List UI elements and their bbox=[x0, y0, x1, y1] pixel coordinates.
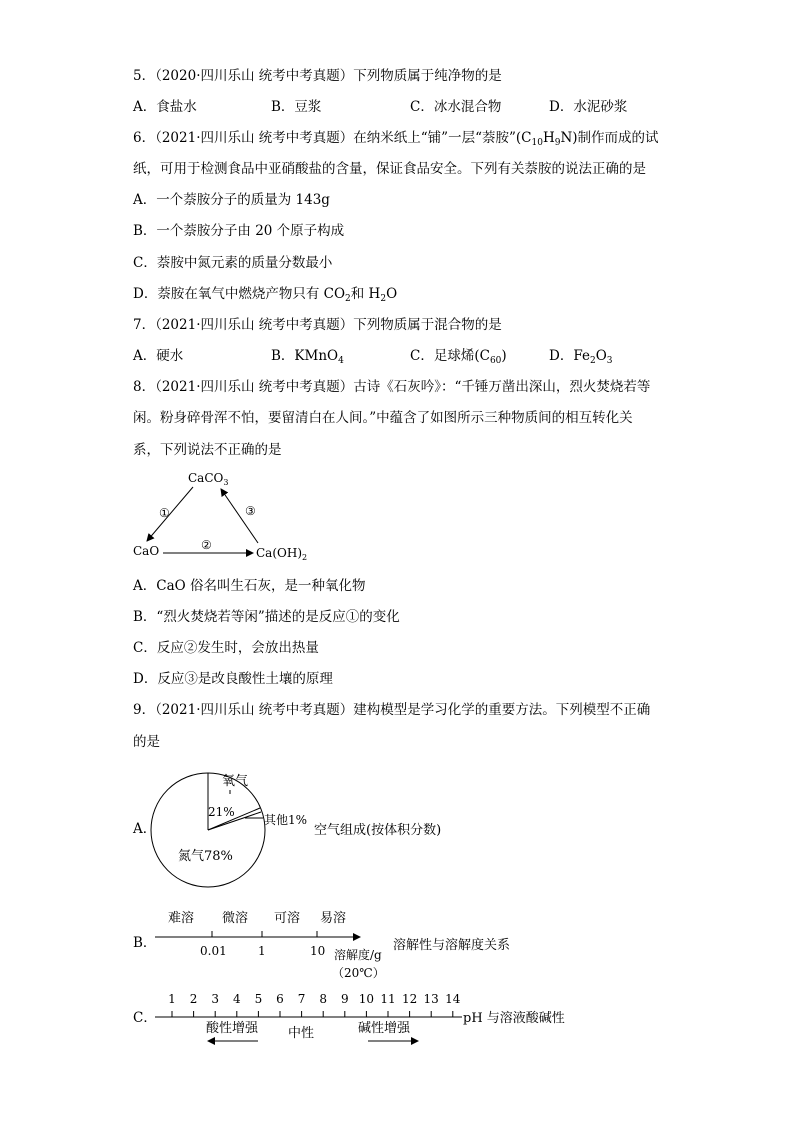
region-soluble: 可溶 bbox=[274, 911, 301, 926]
ph-number-label: 7 bbox=[297, 992, 306, 1006]
q6-stem-line2: 纸，可用于检测食品中亚硝酸盐的含量，保证食品安全。下列有关萘胺的说法正确的是 bbox=[133, 161, 646, 177]
ph-number-label: 5 bbox=[254, 992, 263, 1006]
q8-option-c: C．反应②发生时，会放出热量 bbox=[133, 640, 319, 656]
q6-option-d: D．萘胺在氧气中燃烧产物只有 $CO_2$和 $H_2O$ bbox=[133, 286, 398, 304]
region-insoluble: 难溶 bbox=[168, 911, 195, 926]
solubility-number-line bbox=[150, 905, 530, 985]
q5-option-b: B．豆浆 bbox=[271, 99, 322, 115]
step-3-label: ③ bbox=[245, 504, 256, 518]
cao-label: CaO bbox=[133, 544, 160, 558]
q6-option-c: C．萘胺中氮元素的质量分数最小 bbox=[133, 255, 333, 271]
ph-number-label: 1 bbox=[168, 992, 176, 1006]
ph-number-label: 10 bbox=[358, 992, 375, 1006]
ph-number-label: 4 bbox=[232, 992, 241, 1006]
q9-stem-line2: 的是 bbox=[133, 734, 160, 750]
q7-option-c: C．足球烯$(C_{60})$ bbox=[410, 348, 507, 366]
ph-number-label: 3 bbox=[211, 992, 220, 1006]
step-1-label: ① bbox=[159, 506, 170, 520]
q6-option-a: A．一个萘胺分子的质量为 143g bbox=[133, 192, 330, 208]
region-easily-soluble: 易溶 bbox=[320, 911, 347, 926]
ph-number-label: 2 bbox=[189, 992, 198, 1006]
ph-number-label: 11 bbox=[380, 992, 396, 1006]
other-label: 其他1% bbox=[264, 813, 308, 827]
q7-option-b: B．KMnO$_4$ bbox=[271, 348, 344, 366]
q5-stem: 5．（2020·四川乐山 统考中考真题）下列物质属于纯净物的是 bbox=[133, 68, 502, 84]
tick-label-10: 10 bbox=[310, 944, 326, 958]
q8-stem-line3: 系，下列说法不正确的是 bbox=[133, 442, 282, 458]
air-caption: 空气组成(按体积分数) bbox=[314, 823, 442, 838]
ph-number-label: 13 bbox=[423, 992, 439, 1006]
q9-option-a-label: A． bbox=[133, 821, 157, 837]
oxygen-label: 氧气 bbox=[222, 774, 249, 789]
q5-option-c: C．冰水混合物 bbox=[410, 99, 502, 115]
q7-option-d: D．$Fe_2O_3$ bbox=[549, 348, 613, 366]
q9-option-b-label: B． bbox=[133, 935, 157, 951]
q5-option-d: D．水泥砂浆 bbox=[549, 99, 628, 115]
ph-number-label: 8 bbox=[319, 992, 328, 1006]
caoh2-label: $Ca(OH)_2$ bbox=[256, 546, 308, 562]
q8-option-d: D．反应③是改良酸性土壤的原理 bbox=[133, 671, 333, 687]
q6-option-b: B．一个萘胺分子由 20 个原子构成 bbox=[133, 223, 345, 239]
air-composition-pie bbox=[150, 768, 470, 893]
q8-stem-line2: 闲。粉身碎骨浑不怕，要留清白在人间。”中蕴含了如图所示三种物质间的相互转化关 bbox=[133, 410, 633, 426]
ph-number-label: 14 bbox=[445, 992, 461, 1006]
nitrogen-label: 氮气78% bbox=[178, 849, 233, 864]
solubility-caption: 溶解性与溶解度关系 bbox=[393, 938, 511, 953]
arrow-1 bbox=[147, 487, 193, 541]
axis-unit-label: 溶解度/g bbox=[334, 948, 382, 962]
region-slightly-soluble: 微溶 bbox=[222, 911, 249, 926]
ph-caption: pH 与溶液酸碱性 bbox=[463, 1011, 565, 1026]
ph-scale bbox=[150, 985, 590, 1055]
temperature-label: （20℃） bbox=[332, 966, 385, 980]
q9-option-c-label: C． bbox=[133, 1010, 157, 1026]
q7-option-a: A．硬水 bbox=[133, 348, 184, 364]
acid-label: 酸性增强 bbox=[206, 1021, 259, 1036]
q6-stem-line1: 6．（2021·四川乐山 统考中考真题）在纳米纸上“铺”一层“萘胺$”(C_{10}H_9N)$制作而成的试 bbox=[133, 130, 659, 148]
q8-option-a: A．CaO 俗名叫生石灰，是一种氧化物 bbox=[133, 578, 366, 594]
ph-tick-group bbox=[172, 1011, 453, 1017]
conversion-diagram bbox=[125, 465, 325, 565]
base-label: 碱性增强 bbox=[358, 1021, 411, 1036]
oxygen-percent: 21% bbox=[208, 805, 235, 819]
ph-number-label: 6 bbox=[276, 992, 284, 1006]
step-2-label: ② bbox=[201, 538, 212, 552]
ph-number-label: 9 bbox=[340, 992, 349, 1006]
q7-stem: 7．（2021·四川乐山 统考中考真题）下列物质属于混合物的是 bbox=[133, 317, 502, 333]
ph-number-group bbox=[168, 992, 461, 1006]
ph-number-label: 12 bbox=[401, 992, 418, 1006]
q8-option-b: B．“烈火焚烧若等闲”描述的是反应①的变化 bbox=[133, 609, 400, 625]
q9-stem-line1: 9．（2021·四川乐山 统考中考真题）建构模型是学习化学的重要方法。下列模型不正确 bbox=[133, 702, 651, 718]
tick-label-1: 1 bbox=[258, 944, 266, 958]
tick-label-001: 0.01 bbox=[200, 944, 227, 958]
caco3-label: CaCO$_3$ bbox=[188, 471, 229, 487]
q5-option-a: A．食盐水 bbox=[133, 99, 197, 115]
q8-stem-line1: 8．（2021·四川乐山 统考中考真题）古诗《石灰吟》：“千锤万凿出深山，烈火焚烧若等 bbox=[133, 379, 651, 395]
neutral-label: 中性 bbox=[288, 1026, 315, 1041]
